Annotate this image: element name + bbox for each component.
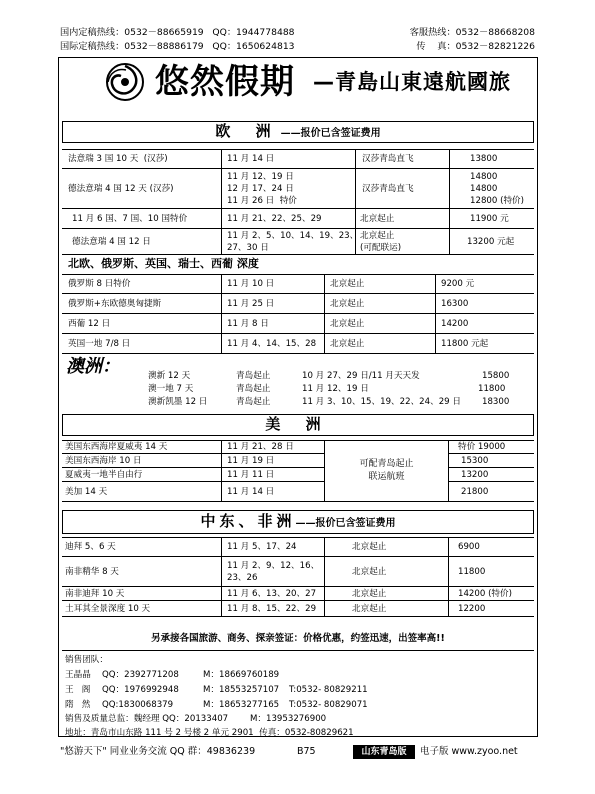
departure-dates: 11 月 8 日	[227, 318, 269, 329]
contact-block	[62, 650, 534, 736]
route-name: 美加 14 天	[65, 486, 108, 497]
departure-dates: 11 月 14 日	[227, 154, 275, 164]
departure-dates: 11 月 2、5、10、14、19、23、 27、30 日	[227, 230, 359, 253]
departure-dates: 11 月 5、17、24	[227, 542, 297, 552]
table-row	[62, 274, 534, 294]
price: 14200	[441, 318, 469, 329]
departure-city: 北京起止	[330, 338, 365, 349]
table-row	[62, 587, 534, 601]
price: 14800 14800 12800 (特价)	[470, 171, 524, 206]
fax-number: 传 真：0532－82821226	[416, 41, 535, 52]
departure-dates: 10 月 27、29 日/11 月天天发	[302, 371, 420, 381]
sales-qq: QQ：2392771208	[102, 670, 179, 680]
americas-title: 美 洲	[265, 415, 331, 433]
mideast-note: ——报价已含签证费用	[295, 518, 396, 529]
departure-dates: 11 月 8、15、22、29	[227, 603, 317, 614]
price: 9200 元	[441, 279, 475, 289]
price: 特价 19000	[458, 442, 506, 452]
intl-hotline: 国际定稿热线：0532－88886179 QQ：1650624813	[60, 41, 295, 52]
price: 18300	[482, 397, 510, 407]
company-address: 地址：青岛市山东路 111 号 2 号楼 2 单元 2901 传真：0532-80829621	[65, 728, 354, 738]
europe-section-header	[62, 121, 534, 143]
banner-title: 悠然假期	[155, 62, 295, 102]
price: 6900	[458, 542, 480, 552]
route-name: 11 月 6 国、7 国、10 国特价	[72, 213, 188, 224]
swirl-logo-icon	[102, 62, 148, 102]
departure-dates: 11 月 21、28 日	[227, 442, 294, 452]
route-name: 法意瑞 3 国 10 天 (汉莎)	[68, 154, 168, 164]
sales-tel: T:0532- 80829211	[289, 685, 368, 695]
domestic-hotline: 国内定稿热线：0532－88665919 QQ：1944778488	[60, 27, 295, 38]
departure-dates: 11 月 4、14、15、28	[227, 338, 317, 349]
edition-badge: 山东青岛版	[353, 745, 415, 759]
price: 11900 元	[470, 213, 509, 224]
departure-city: 北京起止	[330, 298, 365, 309]
sales-name: 王 阁	[65, 685, 91, 695]
sales-name: 隋 然	[65, 700, 91, 710]
table-row	[62, 440, 534, 454]
departure-dates: 11 月 6、13、20、27	[227, 588, 317, 599]
website-link[interactable]: 电子版 www.zyoo.net	[420, 746, 518, 757]
route-name: 澳新 12 天	[148, 371, 191, 381]
service-hotline: 客服热线：0532－88668208	[409, 27, 535, 38]
table-row	[62, 294, 534, 314]
europe-title: 欧 洲	[215, 122, 281, 140]
departure-city: 北京起止	[352, 603, 387, 614]
departure-city: 北京起止	[352, 542, 387, 552]
banner	[59, 58, 537, 106]
sales-mobile: M：18669760189	[203, 670, 280, 680]
route-name: 俄罗斯 8 日特价	[68, 279, 131, 289]
departure-dates: 11 月 12、19 日 12 月 17、24 日 11 月 26 日 特价	[227, 171, 297, 206]
price: 13200	[461, 469, 489, 480]
route-name: 澳一地 7 天	[148, 384, 194, 394]
table-row	[62, 334, 534, 354]
table-row	[62, 468, 534, 482]
departure-city: 北京起止	[330, 279, 365, 289]
sales-mobile: M：18553257107	[203, 685, 280, 695]
departure-city: 青岛起止	[236, 397, 271, 407]
team-label: 销售团队：	[65, 655, 108, 665]
departure-dates: 11 月 10 日	[227, 279, 275, 289]
departure-city: 北京起止	[352, 588, 387, 599]
table-row	[62, 482, 534, 502]
price: 11800	[458, 566, 486, 577]
sales-director: 销售及质量总监：魏经理 QQ：20133407 M：13953276900	[65, 714, 327, 724]
departure-dates: 11 月 2、9、12、16、 23、26	[227, 560, 320, 583]
departure-city: 青岛起止	[236, 371, 271, 381]
departure-city: 汉莎青岛直飞	[362, 183, 414, 194]
route-name: 西葡 12 日	[68, 318, 111, 329]
table-row	[62, 149, 534, 169]
price: 21800	[461, 486, 489, 497]
route-name: 德法意瑞 4 国 12 天 (汉莎)	[68, 183, 174, 194]
route-name: 夏威夷一地半自由行	[65, 469, 143, 480]
price: 11800	[478, 384, 506, 394]
price: 16300	[441, 298, 469, 309]
price: 15300	[461, 455, 489, 466]
table-row	[62, 601, 534, 617]
price: 13200 元起	[467, 236, 515, 247]
route-name: 德法意瑞 4 国 12 日	[72, 236, 151, 247]
table-row	[62, 229, 534, 255]
departure-city: 北京起止	[360, 213, 395, 224]
oceania-block	[62, 356, 534, 410]
table-row	[62, 314, 534, 334]
departure-city: 北京起止 (可配联运)	[360, 230, 402, 253]
departure-dates: 11 月 21、22、25、29	[227, 213, 322, 224]
route-name: 迪拜 5、6 天	[65, 542, 116, 552]
route-name: 英国一地 7/8 日	[68, 338, 131, 349]
oceania-heading: 澳洲：	[66, 356, 120, 377]
route-name: 俄罗斯+东欧德奥匈捷斯	[68, 298, 162, 309]
mideast-section-header	[62, 510, 534, 534]
departure-dates: 11 月 12、19 日	[302, 384, 369, 394]
table-row	[62, 209, 534, 229]
europe-note: ——报价已含签证费用	[280, 128, 381, 139]
visa-notice: 另承接各国旅游、商务、探亲签证：价格优惠，约签迅速，出签率高!!	[151, 633, 445, 644]
table-row	[62, 169, 534, 209]
banner-subtitle: —青島山東遠航國旅	[313, 70, 511, 94]
sales-qq: QQ：1976992948	[102, 685, 179, 695]
departure-dates: 11 月 19 日	[227, 455, 275, 466]
route-name: 美国东西海岸夏威夷 14 天	[65, 442, 168, 452]
sales-tel: T:0532- 80829071	[289, 700, 368, 710]
departure-dates: 11 月 11 日	[227, 469, 275, 480]
price: 14200 (特价)	[458, 588, 512, 599]
route-name: 美国东西海岸 10 日	[65, 455, 142, 466]
sales-qq: QQ:1830068379	[102, 700, 174, 710]
price: 11800 元起	[441, 338, 489, 349]
sales-mobile: M：18653277165	[203, 700, 280, 710]
sales-name: 王晶晶	[65, 670, 91, 680]
route-name: 南非迪拜 10 天	[65, 588, 125, 599]
americas-departure-note: 可配青岛起止 联运航班	[324, 441, 448, 501]
mideast-title: 中东、非洲	[200, 512, 296, 530]
price: 15800	[482, 371, 510, 381]
route-name: 土耳其全景深度 10 天	[65, 603, 151, 614]
route-name: 澳新凯墨 12 日	[148, 397, 208, 407]
table-row	[62, 537, 534, 557]
ad-sheet	[58, 57, 538, 737]
departure-dates: 11 月 25 日	[227, 298, 275, 309]
table-row	[62, 557, 534, 587]
departure-city: 北京起止	[352, 566, 387, 577]
americas-section-header	[62, 414, 534, 436]
price: 13800	[470, 154, 498, 164]
departure-dates: 11 月 3、10、15、19、22、24、29 日	[302, 397, 461, 407]
departure-dates: 11 月 14 日	[227, 486, 275, 497]
nordic-heading: 北欧、俄罗斯、英国、瑞士、西葡 深度	[68, 257, 259, 270]
table-row	[62, 454, 534, 468]
page-number: B75	[297, 746, 316, 757]
departure-city: 青岛起止	[236, 384, 271, 394]
price: 12200	[458, 603, 486, 614]
departure-city: 汉莎青岛直飞	[362, 154, 414, 164]
departure-city: 北京起止	[330, 318, 365, 329]
route-name: 南非精华 8 天	[65, 566, 119, 577]
footer-qq-group: "悠游天下" 同业业务交流 QQ 群：49836239	[60, 746, 256, 757]
